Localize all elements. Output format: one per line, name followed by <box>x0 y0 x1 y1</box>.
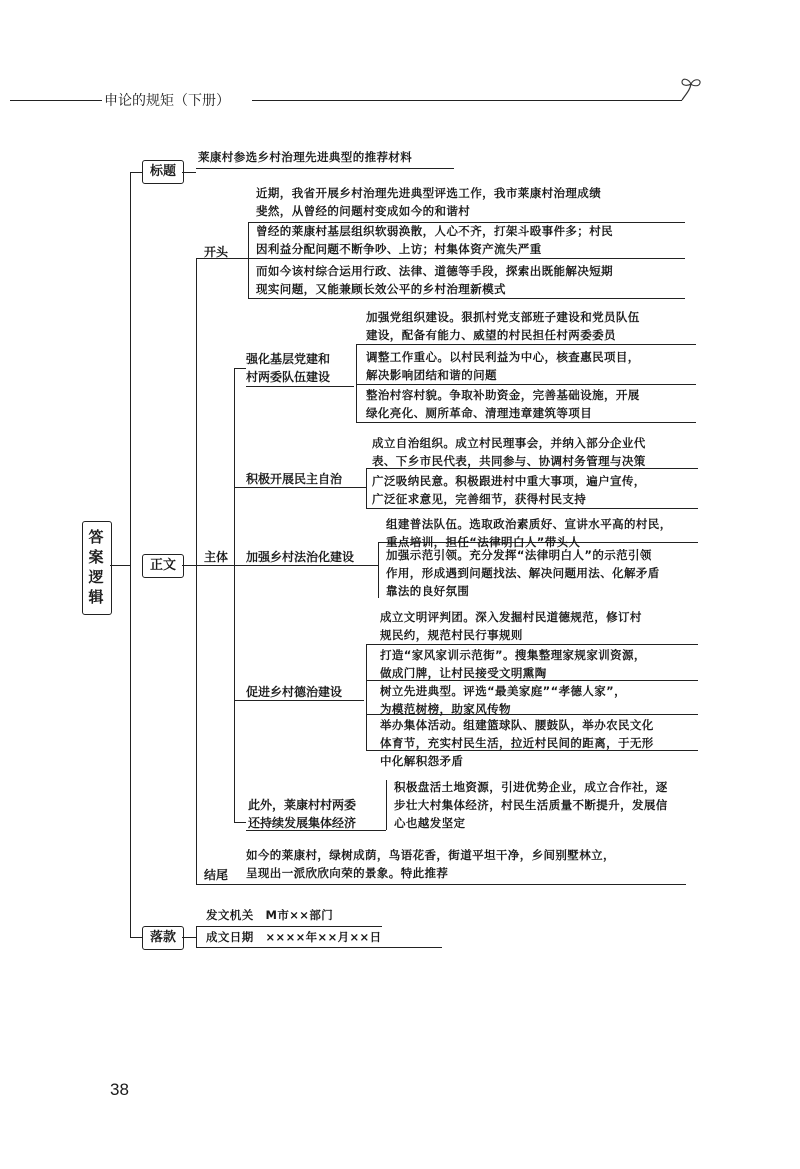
group1-rule-1 <box>356 344 696 345</box>
group4-bracket <box>366 644 367 750</box>
group4-item-4: 举办集体活动。组建篮球队、腰鼓队，举办农民文化 体育节，充实村民生活，拉近村民间的距离，于无形 中化解积怨矛盾 <box>380 718 654 768</box>
root-connector <box>110 565 130 566</box>
group3-connector <box>234 565 246 566</box>
group1-item-1: 加强党组织建设。狠抓村党支部班子建设和党员队伍 建设，配备有能力、威望的村民担任村两委委员 <box>366 310 640 342</box>
group4-item-1: 成立文明评判团。深入发掘村民道德规范，修订村 规民约，规范村民行事规则 <box>380 610 642 642</box>
main-spine <box>130 172 131 937</box>
group2-bracket <box>366 468 367 508</box>
opening-item-2: 曾经的莱康村基层组织软弱涣散，人心不齐，打架斗殴事件多；村民 因利益分配问题不断争吵、上访；村集体资产流失严重 <box>256 224 613 256</box>
group1-item-2: 调整工作重心。以村民利益为中心，核查惠民项目， 解决影响团结和谐的问题 <box>366 350 640 382</box>
book-title: 申论的规矩（下册） <box>104 93 230 109</box>
signature-issuer: 发文机关 M市××部门 <box>206 908 334 922</box>
group2-label-underline <box>246 487 366 488</box>
document-title: 莱康村参选乡村治理先进典型的推荐材料 <box>198 150 413 164</box>
group3-item-1: 组建普法队伍。选取政治素质好、宣讲水平高的村民， 重点培训，担任“法律明白人”带头人 <box>386 517 672 549</box>
group2-connector <box>234 487 246 488</box>
opening-bracket-mid <box>248 258 685 259</box>
group4-label-underline <box>246 700 364 701</box>
group2-label: 积极开展民主自治 <box>246 472 343 486</box>
opening-bracket-bottom <box>248 298 685 299</box>
main-connector <box>196 565 234 566</box>
signature-date: 成文日期 ××××年××月××日 <box>206 930 382 944</box>
signature-rule-bottom <box>196 947 442 948</box>
group5-label-underline <box>246 830 386 831</box>
group4-connector <box>234 700 246 701</box>
opening-bracket <box>248 222 249 298</box>
ending-connector <box>196 884 686 885</box>
title-section-box: 标题 <box>142 160 184 184</box>
header-rule-left <box>10 100 102 101</box>
group2-item-1: 成立自治组织。成立村民理事会，并纳入部分企业代 表、下乡市民代表，共同参与、协调村务管理与决策 <box>372 436 646 468</box>
group3-item-2: 加强示范引领。充分发挥“法律明白人”的示范引领 作用，形成遇到问题找法、解决问题用法、化解矛盾 靠法的良好氛围 <box>386 548 660 598</box>
ending-text: 如今的莱康村，绿树成荫，鸟语花香，街道平坦干净，乡间别墅林立， 呈现出一派欣欣向荣的景象。特此推荐 <box>246 848 615 880</box>
spine-top-tick <box>130 172 142 173</box>
header-rule-right <box>252 100 682 101</box>
group1-label: 强化基层党建和 村两委队伍建设 <box>246 352 331 384</box>
ending-label: 结尾 <box>204 868 229 882</box>
body-spine <box>196 258 197 884</box>
title-connector <box>182 172 196 173</box>
group1-item-3: 整治村容村貌。争取补助资金，完善基础设施，开展 绿化亮化、厕所革命、清理违章建筑等项目 <box>366 388 640 420</box>
group5-label: 此外，莱康村村两委 还持续发展集体经济 <box>248 798 357 830</box>
sprout-icon <box>676 74 706 104</box>
group3-bracket <box>378 542 379 598</box>
main-subspine <box>234 368 235 822</box>
group2-rule-2 <box>366 508 698 509</box>
main-label: 主体 <box>204 550 229 564</box>
spine-bottom-tick <box>130 937 142 938</box>
group4-item-3: 树立先进典型。评选“最美家庭”“孝德人家”， 为模范树榜，助家风传物 <box>380 684 627 716</box>
group3-label-underline <box>246 565 378 566</box>
group2-item-2: 广泛吸纳民意。积极跟进村中重大事项，遍户宣传， 广泛征求意见，完善细节，获得村民支持 <box>372 474 646 506</box>
body-connector <box>182 565 196 566</box>
opening-label: 开头 <box>204 245 229 259</box>
group5-connector <box>234 822 246 823</box>
group3-label: 加强乡村法治化建设 <box>246 550 355 564</box>
page-number: 38 <box>110 1080 129 1099</box>
group1-connector <box>234 368 246 369</box>
signature-section-box: 落款 <box>142 926 184 950</box>
signature-bracket <box>196 926 197 948</box>
group4-item-2: 打造“家风家训示范街”。搜集整理家规家训资源， 做成门牌，让村民接受文明熏陶 <box>380 648 646 680</box>
body-section-box: 正文 <box>142 554 184 578</box>
title-underline <box>196 168 454 169</box>
opening-item-3: 而如今该村综合运用行政、法律、道德等手段，探索出既能解决短期 现实问题，又能兼顾长效公平的乡村治理新模式 <box>256 264 613 296</box>
opening-item-1: 近期，我省开展乡村治理先进典型评选工作，我市莱康村治理成绩 斐然，从曾经的问题村变成如今的和谐村 <box>256 186 602 218</box>
group4-label: 促进乡村德治建设 <box>246 685 343 699</box>
group1-rule-3 <box>356 422 696 423</box>
group1-label-underline <box>246 386 354 387</box>
signature-connector <box>182 937 196 938</box>
group5-item-1: 积极盘活土地资源，引进优势企业，成立合作社，逐 步壮大村集体经济，村民生活质量不断提升，发展信 心也越发坚定 <box>394 780 668 830</box>
root-label: 答案逻辑 <box>88 528 104 606</box>
group1-bracket <box>356 344 357 422</box>
group5-bracket <box>386 780 387 830</box>
